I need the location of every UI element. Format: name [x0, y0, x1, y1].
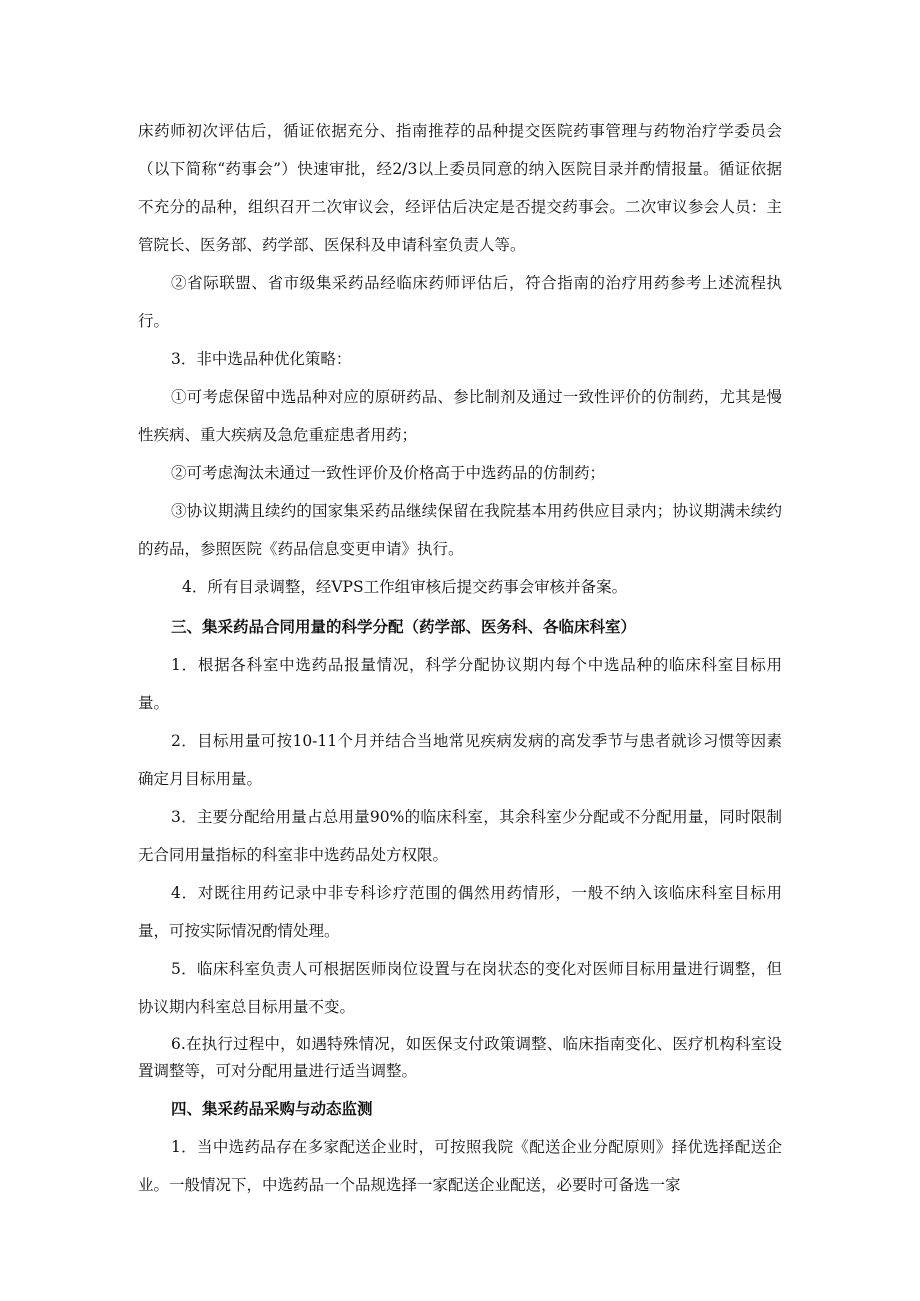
paragraph-strategy-item-1: ①可考虑保留中选品种对应的原研药品、参比制剂及通过一致性评价的仿制药，尤其是慢性疾病、重大疾病及急危重症患者用药；	[138, 388, 782, 444]
paragraph-allocation-2: 2．目标用量可按10-11个月并结合当地常见疾病发病的高发季节与患者就诊习惯等因素确定月目标用量。	[138, 732, 782, 788]
paragraph-provincial-alliance: ②省际联盟、省市级集采药品经临床药师评估后，符合指南的治疗用药参考上述流程执行。	[138, 274, 782, 330]
paragraph-allocation-6: 6.在执行过程中，如遇特殊情况，如医保支付政策调整、临床指南变化、医疗机构科室设置调整等，可对分配用量进行适当调整。	[138, 1035, 782, 1080]
paragraph-allocation-5: 5．临床科室负责人可根据医师岗位设置与在岗状态的变化对医师目标用量进行调整，但协议期内科室总目标用量不变。	[138, 960, 782, 1016]
paragraph-allocation-3: 3．主要分配给用量占总用量90%的临床科室，其余科室少分配或不分配用量，同时限制无合同用量指标的科室非中选药品处方权限。	[138, 808, 782, 864]
paragraph-strategy-item-3: ③协议期满且续约的国家集采药品继续保留在我院基本用药供应目录内；协议期满未续约的药品，参照医院《药品信息变更申请》执行。	[138, 502, 782, 558]
paragraph-procurement-1: 1．当中选药品存在多家配送企业时，可按照我院《配送企业分配原则》择优选择配送企业。一般情况下，中选药品一个品规选择一家配送企业配送，必要时可备选一家	[138, 1138, 782, 1194]
paragraph-non-selected-strategy-title: 3．非中选品种优化策略：	[171, 350, 352, 368]
section-heading-3: 三、集采药品合同用量的科学分配（药学部、医务科、各临床科室）	[171, 617, 637, 636]
paragraph-review-process: 床药师初次评估后，循证依据充分、指南推荐的品种提交医院药事管理与药物治疗学委员会（以下简称“药事会”）快速审批，经2/3以上委员同意的纳入医院目录并酌情报量。循证依据不充分的品种，组织召开二次审议会，经评估后决定是否提交药事会。二次审议参会人员：主管院长、医务部、药学部、医保科及申请科室负责人等。	[138, 122, 782, 254]
paragraph-allocation-4: 4．对既往用药记录中非专科诊疗范围的偶然用药情形，一般不纳入该临床科室目标用量，可按实际情况酌情处理。	[138, 884, 782, 940]
paragraph-allocation-1: 1．根据各科室中选药品报量情况，科学分配协议期内每个中选品种的临床科室目标用量。	[138, 656, 782, 712]
section-heading-4: 四、集采药品采购与动态监测	[171, 1099, 373, 1118]
paragraph-strategy-item-2: ②可考虑淘汰未通过一致性评价及价格高于中选药品的仿制药；	[171, 464, 606, 482]
document-body	[138, 112, 782, 1204]
paragraph-catalog-adjustment: 4．所有目录调整，经VPS工作组审核后提交药事会审核并备案。	[182, 578, 628, 596]
